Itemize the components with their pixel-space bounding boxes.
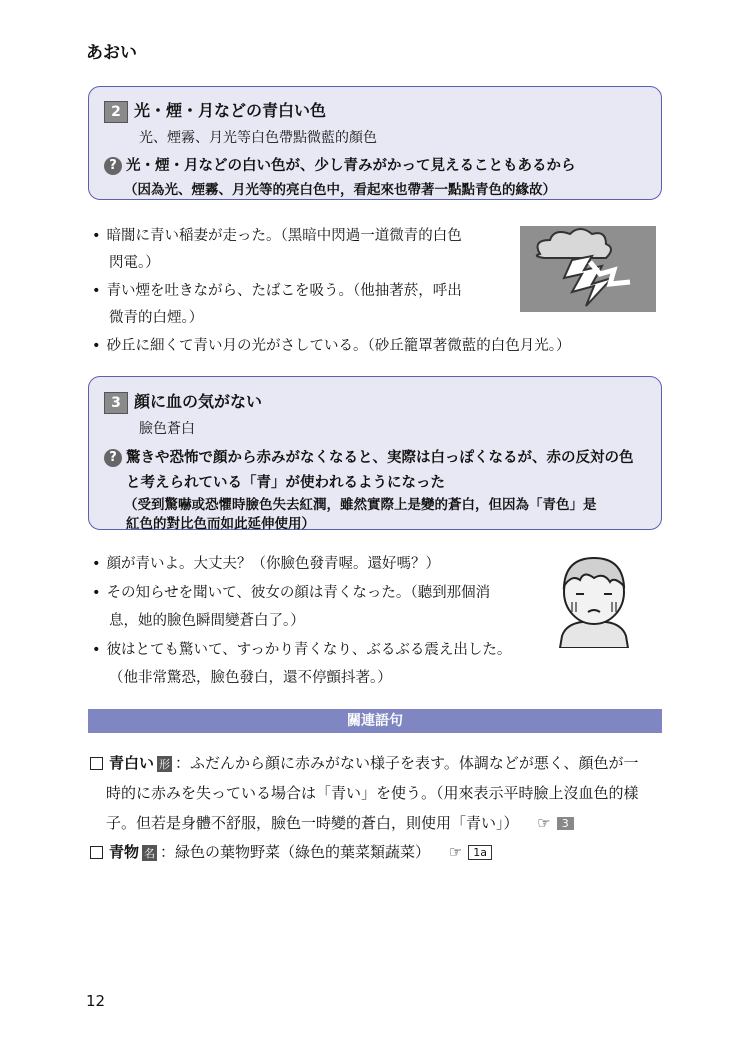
checkbox-icon (90, 757, 103, 770)
reference-tag-1a: 1a (468, 845, 492, 860)
lightning-illustration (520, 226, 656, 312)
related-phrases-header: 關連語句 (88, 709, 662, 733)
meaning-note-translation-3-line1: （受到驚嚇或恐懼時臉色失去紅潤，雖然實際上是變的蒼白，但因為「青色」是 (124, 497, 597, 513)
reference-tag-3: 3 (557, 817, 574, 830)
question-icon: ? (104, 449, 122, 467)
example-5-cont: 息，她的臉色瞬間變蒼白了。） (109, 613, 305, 629)
example-3: • 砂丘に細くて青い月の光がさしている。（砂丘籠罩著微藍的白色月光。） (92, 334, 571, 355)
meaning-translation-2: 光、煙霧、月光等白色帶點微藍的顏色 (139, 130, 377, 146)
checkbox-icon (90, 846, 103, 859)
related-entry-1: 青白い 形 ：ふだんから顔に赤みがない様子を表す。体調などが悪く、顔色が一 (90, 752, 639, 773)
meaning-number-3: 3 (104, 392, 128, 414)
meaning-translation-3: 臉色蒼白 (139, 421, 195, 437)
meaning-number-2: 2 (104, 101, 128, 123)
example-4: • 顔が青いよ。大丈夫？（你臉色發青喔。還好嗎？） (92, 552, 440, 573)
example-2: • 青い煙を吐きながら、たばこを吸う。（他抽著菸，呼出 (92, 279, 462, 300)
related-entry-2: 青物 名 ：緑色の葉物野菜（綠色的葉菜類蔬菜） ☞ 1a (90, 841, 492, 862)
meaning-title-text-3: 顔に血の気がない (134, 392, 263, 411)
pos-tag-noun: 名 (144, 846, 156, 860)
example-1-cont: 閃電。） (109, 255, 160, 271)
related-entry-1-line3: 子。但若是身體不舒服，臉色一時變的蒼白，則使用「青い」） ☞ 3 (106, 812, 574, 833)
page-header: あおい (86, 43, 137, 63)
meaning-note-2: ? 光・煙・月などの白い色が、少し青みがかって見えることもあるから (104, 154, 576, 175)
page-number: 12 (86, 992, 106, 1010)
pos-tag-adjective: 形 (159, 757, 171, 771)
example-2-cont: 微青的白煙。） (109, 310, 204, 326)
example-6: • 彼はとても驚いて、すっかり青くなり、ぶるぶる震え出した。 (92, 638, 511, 659)
meaning-note-translation-3-line2: 紅色的對比色而如此延伸使用） (126, 516, 315, 532)
example-5: • その知らせを聞いて、彼女の顔は青くなった。（聽到那個消 (92, 581, 490, 602)
reference-pointer-icon: ☞ (537, 814, 551, 832)
meaning-title-3 (104, 389, 262, 414)
related-entry-1-line2: 時的に赤みを失っている場合は「青い」を使う。（用來表示平時臉上沒血色的樣 (106, 784, 639, 802)
pale-face-illustration (550, 556, 638, 648)
reference-pointer-icon: ☞ (448, 843, 463, 861)
meaning-note-3-line2: と考えられている「青」が使われるようになった (126, 475, 445, 491)
meaning-note-3-line1: ? 驚きや恐怖で顔から赤みがなくなると、実際は白っぽくなるが、赤の反対の色 (104, 446, 634, 467)
example-1: • 暗闇に青い稲妻が走った。（黑暗中閃過一道微青的白色 (92, 224, 462, 245)
question-icon: ? (104, 157, 122, 175)
meaning-title-2 (104, 98, 326, 123)
meaning-note-translation-2: （因為光、煙霧、月光等的亮白色中，看起來也帶著一點點青色的緣故） (124, 182, 556, 198)
example-6-cont: （他非常驚恐，臉色發白，還不停顫抖著。） (109, 670, 392, 686)
meaning-title-text-2: 光・煙・月などの青白い色 (134, 101, 327, 120)
